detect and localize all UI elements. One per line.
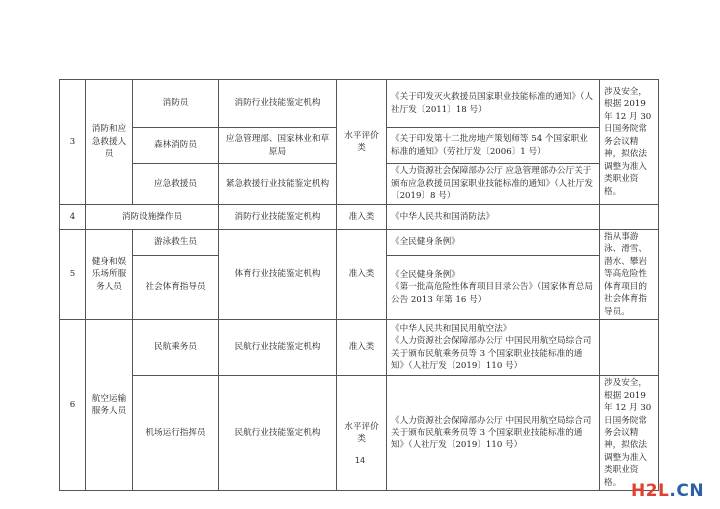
qualification-type: 准入类 (337, 320, 387, 376)
appraisal-organization: 民航行业技能鉴定机构 (219, 320, 337, 376)
appraisal-organization: 体育行业技能鉴定机构 (219, 230, 337, 320)
occupation-name: 民航乘务员 (133, 320, 219, 376)
remark (600, 205, 659, 230)
remark: 涉及安全，根据 2019 年 12 月 30 日国务院常务会议精神，拟依法调整为准入类职业资格。 (600, 376, 659, 491)
occupation-name: 社会体育指导员 (133, 255, 219, 319)
legal-basis: 《关于印发第十二批房地产策划师等 54 个国家职业标准的通知》（劳社厅发〔2006〕1 号） (387, 128, 600, 164)
occupation-name: 消防设施操作员 (86, 205, 219, 230)
row-number: 3 (60, 80, 86, 205)
table-row (60, 376, 659, 491)
appraisal-organization: 民航行业技能鉴定机构 (219, 376, 337, 491)
legal-basis (387, 320, 600, 376)
appraisal-organization: 消防行业技能鉴定机构 (219, 205, 337, 230)
row-number: 5 (60, 230, 86, 320)
occupation-name: 森林消防员 (133, 128, 219, 164)
qualification-type: 水平评价类 (337, 80, 387, 205)
occupation-category: 消防和应急救援人员 (86, 80, 133, 205)
qualification-type: 准入类 (337, 230, 387, 320)
table-row (60, 230, 659, 256)
occupation-name: 机场运行指挥员 (133, 376, 219, 491)
appraisal-organization: 消防行业技能鉴定机构 (219, 80, 337, 128)
legal-basis: 《人力资源社会保障部办公厅 中国民用航空局综合司关于颁布民航乘务员等 3 个国家职业技能标准的通知》（人社厅发〔2019〕110 号） (387, 376, 600, 491)
watermark-text-h2l: H2L (631, 481, 670, 501)
legal-basis-line: 《全民健身条例》 (391, 269, 460, 280)
occupation-name: 应急救援员 (133, 164, 219, 205)
table-row (60, 205, 659, 230)
legal-basis: 《全民健身条例》 (387, 230, 600, 256)
remark: 涉及安全，根据 2019 年 12 月 30 日国务院常务会议精神，拟依法调整为准入类职业资格。 (600, 80, 659, 205)
legal-basis: 《中华人民共和国消防法》 (387, 205, 600, 230)
occupation-category: 航空运输服务人员 (86, 320, 133, 491)
legal-basis-line: 《第一批高危险性体育项目目录公告》（国家体育总局公告 2013 年第 16 号） (391, 282, 593, 305)
row-number: 6 (60, 320, 86, 491)
qualification-type: 准入类 (337, 205, 387, 230)
occupation-name: 游泳救生员 (133, 230, 219, 256)
occupation-category: 健身和娱乐场所服务人员 (86, 230, 133, 320)
occupation-qualification-table (59, 79, 659, 491)
occupation-name: 消防员 (133, 80, 219, 128)
remark (600, 320, 659, 376)
qualification-type: 水平评价类 (337, 376, 387, 491)
table-row (60, 80, 659, 128)
legal-basis-line: 《中华人民共和国民用航空法》 (391, 323, 512, 334)
legal-basis-line: 《人力资源社会保障部办公厅 中国民用航空局综合司关于颁布民航乘务员等 3 个国家职业技能标准的通知》（人社厅发〔2019〕110 号） (391, 336, 592, 372)
row-number: 4 (60, 205, 86, 230)
appraisal-organization: 应急管理部、国家林业和草原局 (219, 128, 337, 164)
legal-basis (387, 255, 600, 319)
appraisal-organization: 紧急救援行业技能鉴定机构 (219, 164, 337, 205)
remark: 指从事游泳、滑雪、潜水、攀岩等高危险性体育项目的社会体育指导员。 (600, 230, 659, 320)
legal-basis: 《关于印发灭火救援员国家职业技能标准的通知》（人社厅发〔2011〕18 号） (387, 80, 600, 128)
legal-basis: 《人力资源社会保障部办公厅 应急管理部办公厅关于颁布应急救援员国家职业技能标准的通知》（人社厅发〔2019〕8 号） (387, 164, 600, 205)
table-row (60, 320, 659, 376)
watermark-text-cn: .CN (669, 481, 705, 501)
page-number: 14 (354, 456, 366, 465)
site-watermark (631, 481, 704, 501)
